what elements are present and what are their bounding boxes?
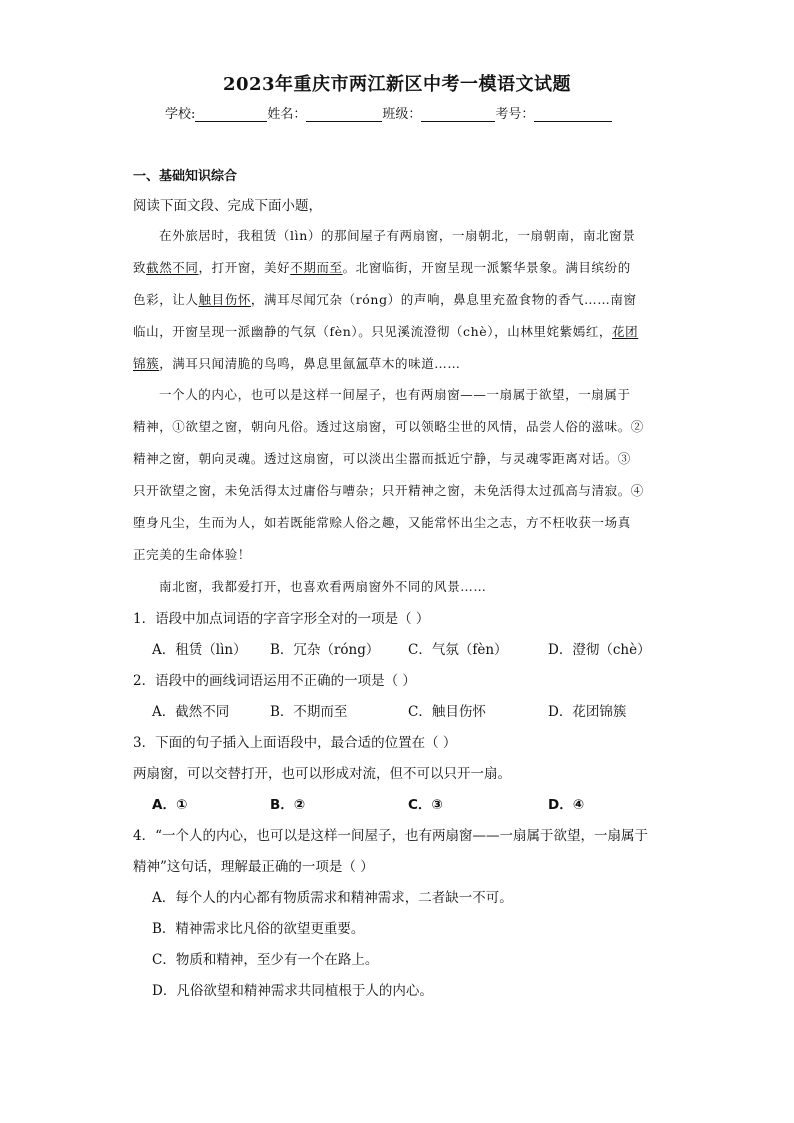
option-b[interactable]: B．不期而至	[270, 704, 348, 720]
class-field[interactable]	[421, 107, 495, 122]
passage-line: 在外旅居时，我租赁（lìn）的那间屋子有两扇窗，一扇朝北，一扇朝南，南北窗景	[159, 228, 636, 243]
class-label: 班级：	[382, 107, 422, 122]
underlined-phrase: 锦簇	[133, 356, 160, 371]
passage-text: 临山，开窗呈现一派幽静的气氛（fèn）。只见溪流澄彻（chè），山林里姹紫嫣红，	[133, 324, 613, 339]
passage-text: 色彩，让人	[133, 292, 199, 307]
question-stem: 精神”这句话，理解最正确的一项是（ ）	[133, 859, 374, 875]
question-stem: 4．“一个人的内心，也可以是这样一间屋子，也有两扇窗——一扇属于欲望，一扇属于	[133, 828, 648, 844]
passage-line	[133, 290, 663, 308]
question-stem: 3．下面的句子插入上面语段中，最合适的位置在（ ）	[133, 735, 457, 751]
passage-line: 精神之窗，朝向灵魂。透过这扇窗，可以淡出尘嚣而抵近宁静，与灵魂零距离对话。③	[133, 451, 631, 466]
school-field[interactable]	[195, 107, 267, 122]
option-a[interactable]: A．每个人的内心都有物质需求和精神需求，二者缺一不可。	[152, 890, 513, 906]
insert-sentence: 两扇窗，可以交替打开，也可以形成对流，但不可以只开一扇。	[133, 766, 511, 782]
underlined-phrase: 截然不同	[146, 260, 199, 275]
exam-title: 2023年重庆市两江新区中考一模语文试题	[222, 74, 572, 95]
section-heading: 一、基础知识综合	[133, 169, 238, 184]
section-instruction: 阅读下面文段、完成下面小题，	[133, 198, 322, 214]
question-stem: 2．语段中的画线词语运用不正确的一项是（ ）	[133, 673, 416, 689]
passage-line: 堕身凡尘，生而为人，如若既能常赊人俗之趣，又能常怀出尘之志，方不枉收获一场真	[133, 515, 631, 530]
option-c[interactable]: C．气氛（fèn）	[408, 642, 508, 658]
option-a[interactable]: A．租赁（lìn）	[152, 642, 247, 658]
school-label: 学校:	[165, 107, 196, 122]
question-stem: 1．语段中加点词语的字音字形全对的一项是（ ）	[133, 611, 430, 627]
name-label: 姓名：	[267, 107, 307, 122]
passage-line: 只开欲望之窗，未免活得太过庸俗与嘈杂；只开精神之窗，未免活得太过孤高与清寂。④	[133, 483, 644, 498]
option-a[interactable]: A．①	[152, 797, 188, 813]
passage-line: 南北窗，我都爱打开，也喜欢看两扇窗外不同的风景……	[159, 579, 487, 594]
option-c[interactable]: C．③	[408, 797, 443, 813]
student-info-line	[165, 103, 612, 122]
underlined-phrase: 触目伤怀	[198, 292, 251, 307]
option-d[interactable]: D．澄彻（chè）	[548, 642, 651, 658]
underlined-phrase: 花团	[612, 324, 639, 339]
passage-line: 一个人的内心，也可以是这样一间屋子，也有两扇窗——一扇属于欲望，一扇属于	[159, 387, 631, 402]
option-d[interactable]: D．④	[548, 797, 585, 813]
underlined-phrase: 不期而至	[290, 260, 343, 275]
option-b[interactable]: B．②	[270, 797, 306, 813]
option-d[interactable]: D．凡俗欲望和精神需求共同植根于人的内心。	[152, 983, 433, 999]
option-b[interactable]: B．冗杂（róng）	[270, 642, 380, 658]
option-a[interactable]: A．截然不同	[152, 704, 230, 720]
passage-text: 。北窗临街，开窗呈现一派繁华景象。满目缤纷的	[342, 260, 631, 275]
passage-line	[133, 322, 663, 340]
exam-no-label: 考号：	[495, 107, 535, 122]
passage-line	[133, 354, 663, 372]
passage-text: ，打开窗，美好	[198, 260, 291, 275]
name-field[interactable]	[306, 107, 382, 122]
passage-text: 致	[133, 260, 147, 275]
option-c[interactable]: C．触目伤怀	[408, 704, 486, 720]
option-c[interactable]: C．物质和精神，至少有一个在路上。	[152, 952, 379, 968]
option-d[interactable]: D．花团锦簇	[548, 704, 627, 720]
passage-text: ，满耳只闻清脆的鸟鸣，鼻息里氤氲草木的味道……	[159, 356, 461, 371]
option-b[interactable]: B．精神需求比凡俗的欲望更重要。	[152, 921, 365, 937]
passage-text: ，满耳尽闻冗杂（róng）的声响，鼻息里充盈食物的香气……南窗	[250, 292, 637, 307]
passage-line: 正完美的生命体验！	[133, 547, 251, 562]
passage-line: 精神，①欲望之窗，朝向凡俗。透过这扇窗，可以领略尘世的风情，品尝人俗的滋味。②	[133, 419, 644, 434]
passage-line	[133, 258, 663, 276]
exam-no-field[interactable]	[534, 107, 612, 122]
